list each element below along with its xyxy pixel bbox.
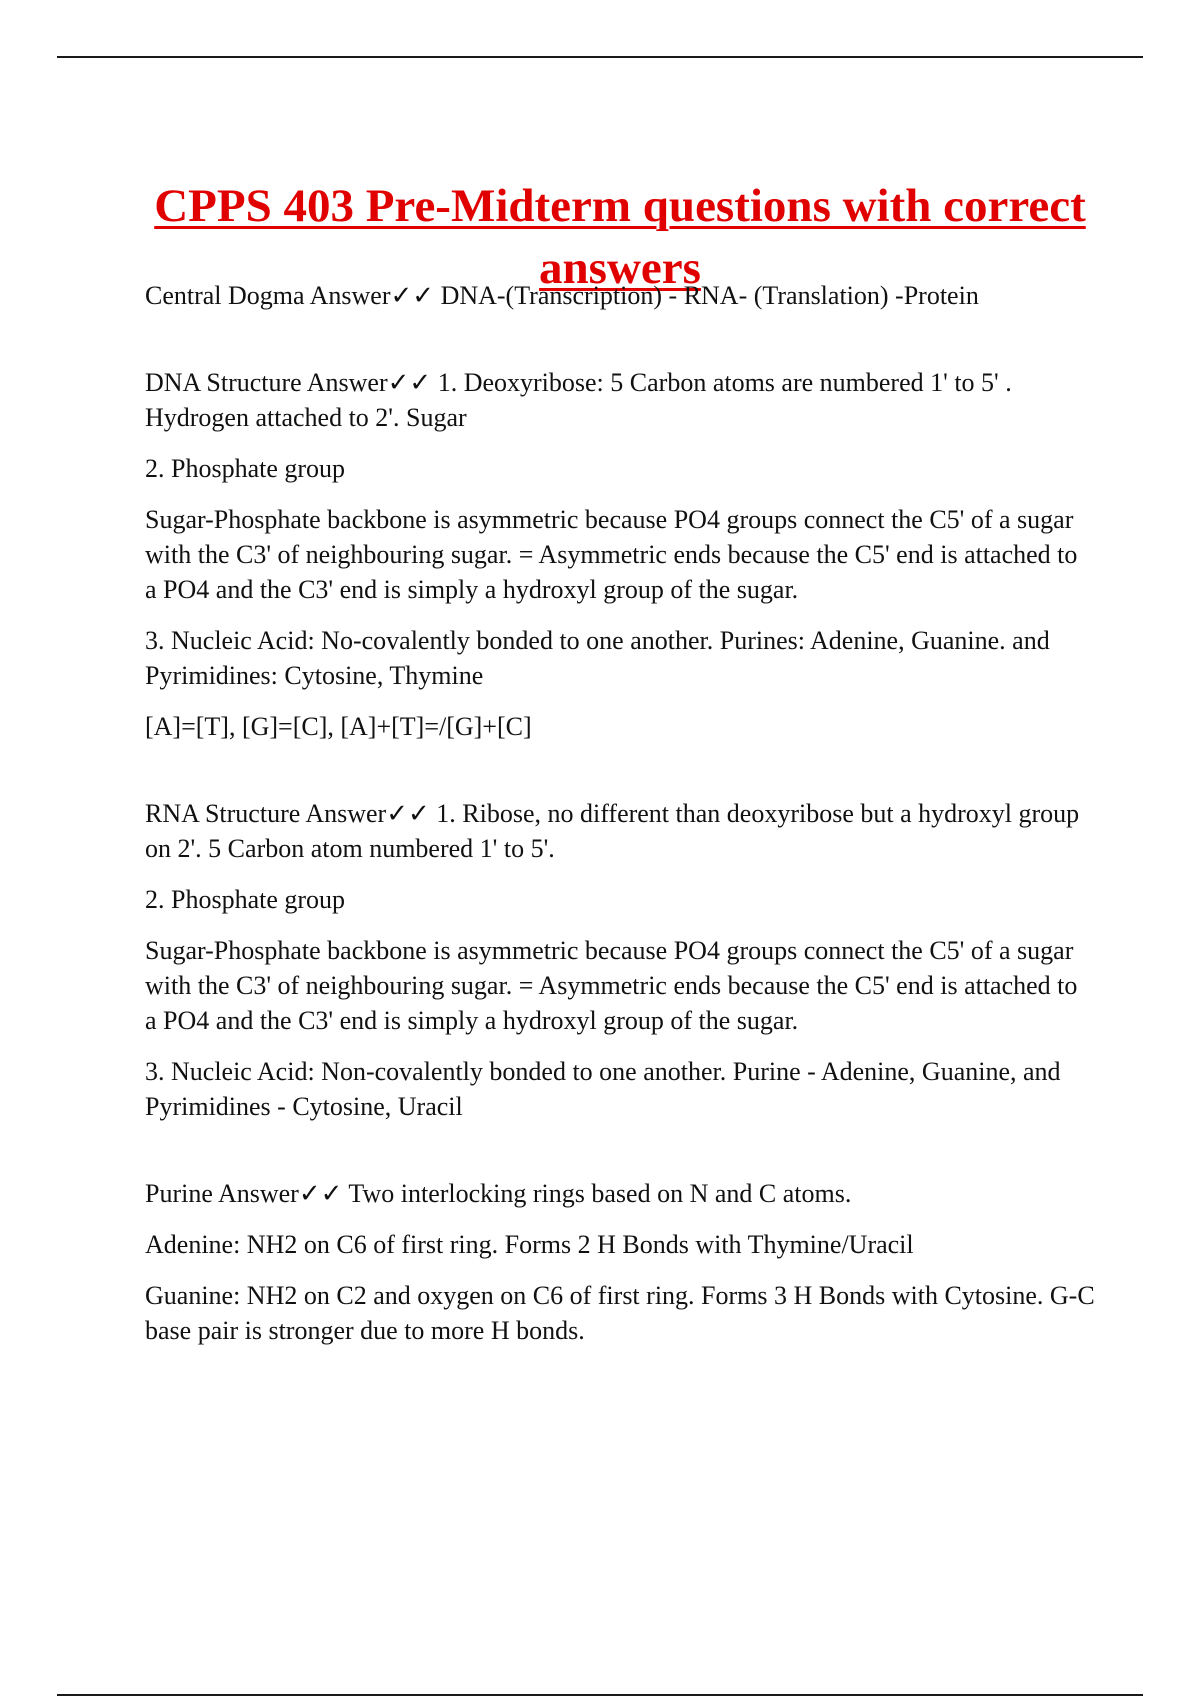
purine-adenine-note: Adenine: NH2 on C6 of first ring. Forms 2 H Bonds with Thymine/Uracil (145, 1230, 914, 1259)
qa-dna-structure: DNA Structure Answer✓✓ 1. Deoxyribose: 5 Carbon atoms are numbered 1' to 5' . Hydrogen attached to 2'. Sugar (145, 368, 1012, 432)
document-body (145, 278, 1095, 1364)
rna-nucleic-acid-note: 3. Nucleic Acid: Non-covalently bonded to one another. Purine - Adenine, Guanine, and Pyrimidines - Cytosine, Uracil (145, 1057, 1061, 1121)
purine-guanine-note: Guanine: NH2 on C2 and oxygen on C6 of first ring. Forms 3 H Bonds with Cytosine. G-C base pair is stronger due to more H bonds. (145, 1281, 1095, 1345)
qa-rna-structure: RNA Structure Answer✓✓ 1. Ribose, no different than deoxyribose but a hydroxyl group on 2'. 5 Carbon atom numbered 1' to 5'. (145, 799, 1080, 863)
document-title: CPPS 403 Pre-Midterm questions with correct answers (154, 180, 1086, 295)
rna-phosphate-group: 2. Phosphate group (145, 885, 346, 914)
footer-rule (57, 1694, 1143, 1696)
dna-phosphate-group: 2. Phosphate group (145, 454, 346, 483)
rna-backbone-note: Sugar-Phosphate backbone is asymmetric because PO4 groups connect the C5' of a sugar with the C3' of neighbouring sugar. = Asymmetric ends because the C5' end is attached to a PO4 and the C3' end is simply a hydroxyl group of the sugar. (145, 936, 1078, 1035)
qa-central-dogma: Central Dogma Answer✓✓ DNA-(Transcription) - RNA- (Translation) -Protein (145, 281, 979, 310)
dna-backbone-note: Sugar-Phosphate backbone is asymmetric because PO4 groups connect the C5' of a sugar with the C3' of neighbouring sugar. = Asymmetric ends because the C5' end is attached to a PO4 and the C3' end is simply a hydroxyl group of the sugar. (145, 505, 1078, 604)
dna-nucleic-acid-note: 3. Nucleic Acid: No-covalently bonded to one another. Purines: Adenine, Guanine. and Pyrimidines: Cytosine, Thymine (145, 626, 1050, 690)
qa-purine: Purine Answer✓✓ Two interlocking rings based on N and C atoms. (145, 1179, 852, 1208)
dna-chargaff-rule: [A]=[T], [G]=[C], [A]+[T]=/[G]+[C] (145, 712, 532, 741)
header-rule (57, 56, 1143, 58)
